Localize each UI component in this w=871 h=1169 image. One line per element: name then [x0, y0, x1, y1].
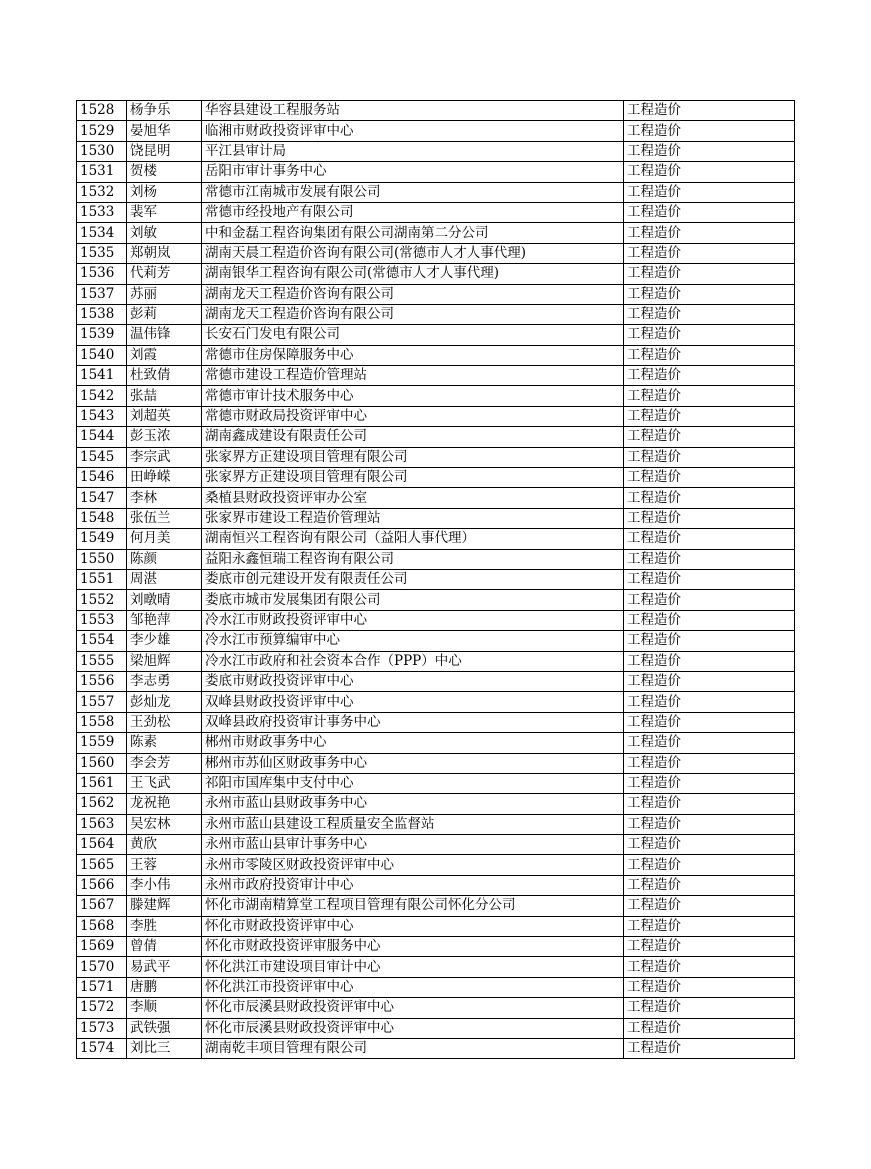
table-row — [77, 447, 795, 467]
person-name-cell: 李志勇 — [127, 671, 202, 691]
organization-cell: 常德市江南城市发展有限公司 — [202, 182, 624, 202]
organization-cell: 华容县建设工程服务站 — [202, 101, 624, 121]
person-name-cell: 易武平 — [127, 957, 202, 977]
table-row — [77, 508, 795, 528]
person-name-cell: 唐鹏 — [127, 977, 202, 997]
specialty-cell: 工程造价 — [624, 243, 795, 263]
table-row — [77, 386, 795, 406]
organization-cell: 岳阳市审计事务中心 — [202, 162, 624, 182]
table-row — [77, 712, 795, 732]
row-number-cell: 1545 — [77, 447, 127, 467]
organization-cell: 张家界方正建设项目管理有限公司 — [202, 468, 624, 488]
table-row — [77, 651, 795, 671]
specialty-cell: 工程造价 — [624, 141, 795, 161]
table-row — [77, 488, 795, 508]
specialty-cell: 工程造价 — [624, 101, 795, 121]
row-number-cell: 1548 — [77, 508, 127, 528]
row-number-cell: 1528 — [77, 101, 127, 121]
specialty-cell: 工程造价 — [624, 508, 795, 528]
specialty-cell: 工程造价 — [624, 998, 795, 1018]
specialty-cell: 工程造价 — [624, 529, 795, 549]
specialty-cell: 工程造价 — [624, 345, 795, 365]
table-row — [77, 998, 795, 1018]
specialty-cell: 工程造价 — [624, 447, 795, 467]
specialty-cell: 工程造价 — [624, 121, 795, 141]
person-name-cell: 梁旭辉 — [127, 651, 202, 671]
row-number-cell: 1560 — [77, 753, 127, 773]
organization-cell: 郴州市财政事务中心 — [202, 733, 624, 753]
table-row — [77, 325, 795, 345]
organization-cell: 临湘市财政投资评审中心 — [202, 121, 624, 141]
organization-cell: 怀化市财政投资评审服务中心 — [202, 937, 624, 957]
organization-cell: 永州市零陵区财政投资评审中心 — [202, 855, 624, 875]
person-name-cell: 张伍兰 — [127, 508, 202, 528]
person-name-cell: 武铁强 — [127, 1018, 202, 1038]
specialty-cell: 工程造价 — [624, 1038, 795, 1058]
table-row — [77, 733, 795, 753]
organization-cell: 湖南天晨工程造价咨询有限公司(常德市人才人事代理) — [202, 243, 624, 263]
row-number-cell: 1542 — [77, 386, 127, 406]
person-name-cell: 何月美 — [127, 529, 202, 549]
organization-cell: 湖南龙天工程造价咨询有限公司 — [202, 284, 624, 304]
specialty-cell: 工程造价 — [624, 284, 795, 304]
person-name-cell: 刘杨 — [127, 182, 202, 202]
organization-cell: 永州市蓝山县建设工程质量安全监督站 — [202, 814, 624, 834]
row-number-cell: 1563 — [77, 814, 127, 834]
table-row — [77, 977, 795, 997]
row-number-cell: 1532 — [77, 182, 127, 202]
row-number-cell: 1546 — [77, 468, 127, 488]
organization-cell: 永州市政府投资审计中心 — [202, 875, 624, 895]
row-number-cell: 1569 — [77, 937, 127, 957]
specialty-cell: 工程造价 — [624, 875, 795, 895]
specialty-cell: 工程造价 — [624, 692, 795, 712]
specialty-cell: 工程造价 — [624, 733, 795, 753]
person-name-cell: 曾倩 — [127, 937, 202, 957]
specialty-cell: 工程造价 — [624, 406, 795, 426]
organization-cell: 常德市审计技术服务中心 — [202, 386, 624, 406]
organization-cell: 娄底市财政投资评审中心 — [202, 671, 624, 691]
specialty-cell: 工程造价 — [624, 835, 795, 855]
specialty-cell: 工程造价 — [624, 610, 795, 630]
specialty-cell: 工程造价 — [624, 366, 795, 386]
organization-cell: 怀化洪江市投资评审中心 — [202, 977, 624, 997]
specialty-cell: 工程造价 — [624, 651, 795, 671]
table-row — [77, 916, 795, 936]
organization-cell: 郴州市苏仙区财政事务中心 — [202, 753, 624, 773]
person-name-cell: 温伟锋 — [127, 325, 202, 345]
table-row — [77, 590, 795, 610]
table-row — [77, 814, 795, 834]
specialty-cell: 工程造价 — [624, 631, 795, 651]
organization-cell: 怀化市湖南精算堂工程项目管理有限公司怀化分公司 — [202, 896, 624, 916]
table-row — [77, 162, 795, 182]
person-name-cell: 陈素 — [127, 733, 202, 753]
table-row — [77, 937, 795, 957]
row-number-cell: 1529 — [77, 121, 127, 141]
organization-cell: 永州市蓝山县审计事务中心 — [202, 835, 624, 855]
row-number-cell: 1537 — [77, 284, 127, 304]
organization-cell: 怀化市辰溪县财政投资评审中心 — [202, 1018, 624, 1038]
row-number-cell: 1544 — [77, 427, 127, 447]
row-number-cell: 1553 — [77, 610, 127, 630]
person-name-cell: 刘霞 — [127, 345, 202, 365]
specialty-cell: 工程造价 — [624, 773, 795, 793]
person-name-cell: 彭玉浓 — [127, 427, 202, 447]
specialty-cell: 工程造价 — [624, 162, 795, 182]
organization-cell: 永州市蓝山县财政事务中心 — [202, 794, 624, 814]
table-row — [77, 529, 795, 549]
person-name-cell: 贺楼 — [127, 162, 202, 182]
person-name-cell: 王蓉 — [127, 855, 202, 875]
person-name-cell: 龙祝艳 — [127, 794, 202, 814]
person-name-cell: 田峥嵘 — [127, 468, 202, 488]
organization-cell: 中和金磊工程咨询集团有限公司湖南第二分公司 — [202, 223, 624, 243]
organization-cell: 湖南乾丰项目管理有限公司 — [202, 1038, 624, 1058]
person-name-cell: 李小伟 — [127, 875, 202, 895]
table-row — [77, 1018, 795, 1038]
row-number-cell: 1538 — [77, 304, 127, 324]
table-row — [77, 345, 795, 365]
table-row — [77, 468, 795, 488]
specialty-cell: 工程造价 — [624, 202, 795, 222]
person-name-cell: 刘超英 — [127, 406, 202, 426]
person-name-cell: 吴宏林 — [127, 814, 202, 834]
row-number-cell: 1566 — [77, 875, 127, 895]
row-number-cell: 1554 — [77, 631, 127, 651]
organization-cell: 桑植县财政投资评审办公室 — [202, 488, 624, 508]
organization-cell: 怀化市辰溪县财政投资评审中心 — [202, 998, 624, 1018]
table-row — [77, 671, 795, 691]
row-number-cell: 1558 — [77, 712, 127, 732]
person-name-cell: 张喆 — [127, 386, 202, 406]
table-row — [77, 202, 795, 222]
table-row — [77, 243, 795, 263]
specialty-cell: 工程造价 — [624, 569, 795, 589]
person-name-cell: 彭莉 — [127, 304, 202, 324]
person-name-cell: 晏旭华 — [127, 121, 202, 141]
row-number-cell: 1535 — [77, 243, 127, 263]
organization-cell: 平江县审计局 — [202, 141, 624, 161]
organization-cell: 湖南恒兴工程咨询有限公司（益阳人事代理） — [202, 529, 624, 549]
specialty-cell: 工程造价 — [624, 977, 795, 997]
table-row — [77, 631, 795, 651]
organization-cell: 湖南鑫成建设有限责任公司 — [202, 427, 624, 447]
person-name-cell: 裴军 — [127, 202, 202, 222]
row-number-cell: 1562 — [77, 794, 127, 814]
table-row — [77, 304, 795, 324]
row-number-cell: 1570 — [77, 957, 127, 977]
row-number-cell: 1552 — [77, 590, 127, 610]
row-number-cell: 1561 — [77, 773, 127, 793]
organization-cell: 双峰县政府投资审计事务中心 — [202, 712, 624, 732]
organization-cell: 益阳永鑫恒瑞工程咨询有限公司 — [202, 549, 624, 569]
row-number-cell: 1572 — [77, 998, 127, 1018]
specialty-cell: 工程造价 — [624, 325, 795, 345]
table-row — [77, 406, 795, 426]
row-number-cell: 1530 — [77, 141, 127, 161]
table-row — [77, 121, 795, 141]
row-number-cell: 1539 — [77, 325, 127, 345]
row-number-cell: 1534 — [77, 223, 127, 243]
organization-cell: 祁阳市国库集中支付中心 — [202, 773, 624, 793]
specialty-cell: 工程造价 — [624, 488, 795, 508]
organization-cell: 湖南龙天工程造价咨询有限公司 — [202, 304, 624, 324]
row-number-cell: 1547 — [77, 488, 127, 508]
organization-cell: 常德市建设工程造价管理站 — [202, 366, 624, 386]
specialty-cell: 工程造价 — [624, 712, 795, 732]
specialty-cell: 工程造价 — [624, 264, 795, 284]
table-row — [77, 569, 795, 589]
row-number-cell: 1549 — [77, 529, 127, 549]
table-row — [77, 896, 795, 916]
table-row — [77, 101, 795, 121]
table-row — [77, 957, 795, 977]
specialty-cell: 工程造价 — [624, 304, 795, 324]
row-number-cell: 1564 — [77, 835, 127, 855]
row-number-cell: 1568 — [77, 916, 127, 936]
organization-cell: 怀化市财政投资评审中心 — [202, 916, 624, 936]
row-number-cell: 1533 — [77, 202, 127, 222]
table-row — [77, 855, 795, 875]
row-number-cell: 1536 — [77, 264, 127, 284]
row-number-cell: 1574 — [77, 1038, 127, 1058]
row-number-cell: 1541 — [77, 366, 127, 386]
row-number-cell: 1559 — [77, 733, 127, 753]
table-row — [77, 427, 795, 447]
specialty-cell: 工程造价 — [624, 753, 795, 773]
organization-cell: 冷水江市财政投资评审中心 — [202, 610, 624, 630]
specialty-cell: 工程造价 — [624, 855, 795, 875]
roster-table — [76, 100, 795, 1059]
organization-cell: 冷水江市政府和社会资本合作（PPP）中心 — [202, 651, 624, 671]
table-row — [77, 835, 795, 855]
person-name-cell: 刘比三 — [127, 1038, 202, 1058]
table-row — [77, 223, 795, 243]
specialty-cell: 工程造价 — [624, 590, 795, 610]
person-name-cell: 李胜 — [127, 916, 202, 936]
specialty-cell: 工程造价 — [624, 223, 795, 243]
specialty-cell: 工程造价 — [624, 814, 795, 834]
person-name-cell: 李会芳 — [127, 753, 202, 773]
person-name-cell: 李少雄 — [127, 631, 202, 651]
roster-table-body — [77, 101, 795, 1059]
person-name-cell: 刘暾晴 — [127, 590, 202, 610]
organization-cell: 湖南银华工程咨询有限公司(常德市人才人事代理) — [202, 264, 624, 284]
row-number-cell: 1565 — [77, 855, 127, 875]
specialty-cell: 工程造价 — [624, 1018, 795, 1038]
person-name-cell: 陈颜 — [127, 549, 202, 569]
row-number-cell: 1557 — [77, 692, 127, 712]
specialty-cell: 工程造价 — [624, 671, 795, 691]
row-number-cell: 1550 — [77, 549, 127, 569]
organization-cell: 娄底市创元建设开发有限责任公司 — [202, 569, 624, 589]
table-row — [77, 610, 795, 630]
specialty-cell: 工程造价 — [624, 549, 795, 569]
specialty-cell: 工程造价 — [624, 468, 795, 488]
row-number-cell: 1573 — [77, 1018, 127, 1038]
table-row — [77, 794, 795, 814]
person-name-cell: 周湛 — [127, 569, 202, 589]
table-row — [77, 182, 795, 202]
specialty-cell: 工程造价 — [624, 957, 795, 977]
table-row — [77, 284, 795, 304]
row-number-cell: 1540 — [77, 345, 127, 365]
person-name-cell: 李宗武 — [127, 447, 202, 467]
row-number-cell: 1556 — [77, 671, 127, 691]
table-row — [77, 692, 795, 712]
person-name-cell: 杨争乐 — [127, 101, 202, 121]
organization-cell: 张家界市建设工程造价管理站 — [202, 508, 624, 528]
person-name-cell: 黄欣 — [127, 835, 202, 855]
organization-cell: 双峰县财政投资评审中心 — [202, 692, 624, 712]
person-name-cell: 苏丽 — [127, 284, 202, 304]
row-number-cell: 1531 — [77, 162, 127, 182]
organization-cell: 长安石门发电有限公司 — [202, 325, 624, 345]
table-row — [77, 1038, 795, 1058]
specialty-cell: 工程造价 — [624, 182, 795, 202]
specialty-cell: 工程造价 — [624, 896, 795, 916]
table-row — [77, 549, 795, 569]
person-name-cell: 邹艳萍 — [127, 610, 202, 630]
organization-cell: 常德市经投地产有限公司 — [202, 202, 624, 222]
person-name-cell: 彭灿龙 — [127, 692, 202, 712]
person-name-cell: 滕建辉 — [127, 896, 202, 916]
row-number-cell: 1555 — [77, 651, 127, 671]
organization-cell: 娄底市城市发展集团有限公司 — [202, 590, 624, 610]
person-name-cell: 王飞武 — [127, 773, 202, 793]
table-row — [77, 875, 795, 895]
row-number-cell: 1571 — [77, 977, 127, 997]
organization-cell: 常德市住房保障服务中心 — [202, 345, 624, 365]
table-row — [77, 264, 795, 284]
organization-cell: 张家界方正建设项目管理有限公司 — [202, 447, 624, 467]
person-name-cell: 刘敏 — [127, 223, 202, 243]
table-row — [77, 366, 795, 386]
person-name-cell: 李顺 — [127, 998, 202, 1018]
table-row — [77, 141, 795, 161]
specialty-cell: 工程造价 — [624, 427, 795, 447]
table-row — [77, 773, 795, 793]
organization-cell: 怀化洪江市建设项目审计中心 — [202, 957, 624, 977]
person-name-cell: 代莉芳 — [127, 264, 202, 284]
specialty-cell: 工程造价 — [624, 386, 795, 406]
specialty-cell: 工程造价 — [624, 916, 795, 936]
row-number-cell: 1543 — [77, 406, 127, 426]
row-number-cell: 1567 — [77, 896, 127, 916]
row-number-cell: 1551 — [77, 569, 127, 589]
person-name-cell: 李林 — [127, 488, 202, 508]
organization-cell: 常德市财政局投资评审中心 — [202, 406, 624, 426]
person-name-cell: 王劲松 — [127, 712, 202, 732]
person-name-cell: 杜致倩 — [127, 366, 202, 386]
table-row — [77, 753, 795, 773]
person-name-cell: 饶昆明 — [127, 141, 202, 161]
organization-cell: 冷水江市预算编审中心 — [202, 631, 624, 651]
specialty-cell: 工程造价 — [624, 794, 795, 814]
person-name-cell: 郑朝岚 — [127, 243, 202, 263]
specialty-cell: 工程造价 — [624, 937, 795, 957]
